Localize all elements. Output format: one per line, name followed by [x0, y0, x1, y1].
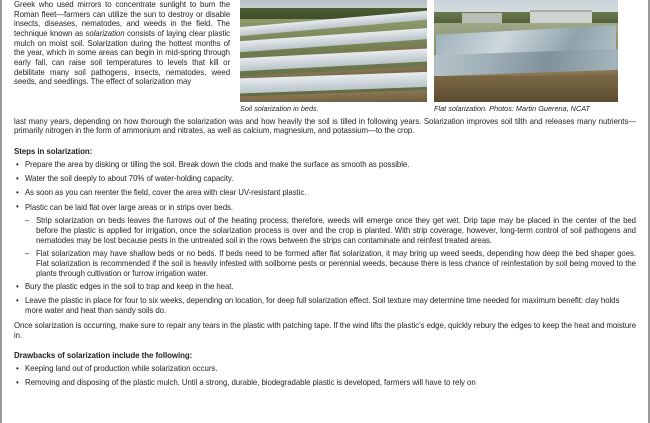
closing-paragraph: Once solarization is occurring, make sure to repair any tears in the plastic with patching tape. If the wind lifts the plastic’s edge, quickly rebury the edges to keep the heat and moisture in. — [14, 320, 636, 340]
photo-building — [462, 13, 502, 23]
figure-caption: Soil solarization in beds. — [240, 104, 319, 113]
continuation-paragraph: last many years, depending on how thorough the solarization was and how heavily the soil is tilled in following years. Solarization improves soil tilth and releases many nutrients—primarily nitrogen in the form of ammonium and nitrates, as well as calcium, magnesium, and potassium—to the crop. — [14, 116, 636, 136]
list-item: • Keeping land out of production while solarization occurs. — [14, 364, 636, 374]
list-item: – Strip solarization on beds leaves the furrows out of the heating process; therefore, weeds will emerge once they get wet. Drip tape may be placed in the center of the bed before the plastic is applied for irrigation, once the solarization process is over and the crop is planted. With strip coverage, however, long-term control of soil pathogens and nematodes may be lost because pests in the untreated soil in the rows between the strips can contaminate and reinfest treated areas. — [25, 216, 636, 245]
drawbacks-heading: Drawbacks of solarization include the following: — [14, 351, 193, 361]
steps-list — [14, 160, 636, 212]
figure-solarization-beds — [240, 0, 427, 114]
figure-caption: Flat solarization. Photos: Martin Guerena, NCAT — [434, 104, 590, 113]
photo-building — [530, 10, 592, 23]
list-item: • Removing and disposing of the plastic mulch. Until a strong, durable, biodegradable plastic is developed, farmers will have to rely on — [14, 378, 636, 388]
list-item: • Leave the plastic in place for four to six weeks, depending on location, for deep full solarization effect. Soil texture may determine time needed for maximum benefit: clay holds more water and heat than sandy soils do. — [14, 296, 636, 315]
list-item: – Flat solarization may have shallow beds or no beds. If beds need to be formed after flat solarization, it may bring up weed seeds, depending how deep the bed shaper goes. Flat solarization is recommended if the soil is heavily infested with soilborne pests or perennial weeds, because there is less chance of reinfestation by soil being moved to the plants through cultivation or furrow irrigation water. — [25, 249, 636, 278]
list-item: • Water the soil deeply to about 70% of water-holding capacity. — [14, 174, 636, 184]
intro-paragraph: Greek who used mirrors to concentrate sunlight to burn the Roman fleet—farmers can utilize the sun to destroy or disable insects, diseases, nematodes, and weeds in the field. The technique known as solarization consists of laying clear plastic mulch on moist soil. Solarization during the hottest months of the year, which in some areas can begin in mid-spring through early fall, can raise soil temperatures to levels that kill or debilitate many soil pathogens, insects, nematodes, weed seeds, and seedlings. The effect of solarization may — [14, 0, 230, 87]
list-item: • Plastic can be laid flat over large areas or in strips over beds. — [14, 203, 636, 213]
substeps-list — [14, 216, 636, 278]
solarization-beds-photo — [240, 0, 427, 102]
list-item: • Bury the plastic edges in the soil to trap and keep in the heat. — [14, 282, 636, 292]
figure-group — [240, 0, 636, 114]
steps-list-continued — [14, 282, 636, 316]
steps-heading: Steps in solarization: — [14, 147, 93, 157]
top-section — [14, 0, 636, 114]
figure-flat-solarization — [434, 0, 618, 114]
flat-solarization-photo — [434, 0, 618, 102]
list-item: • As soon as you can reenter the field, cover the area with clear UV-resistant plastic. — [14, 188, 636, 198]
soil-row — [434, 76, 618, 102]
drawbacks-list — [14, 364, 636, 388]
intro-text-column — [14, 0, 230, 87]
list-item: • Prepare the area by disking or tilling the soil. Break down the clods and make the surface as smooth as possible. — [14, 160, 636, 170]
